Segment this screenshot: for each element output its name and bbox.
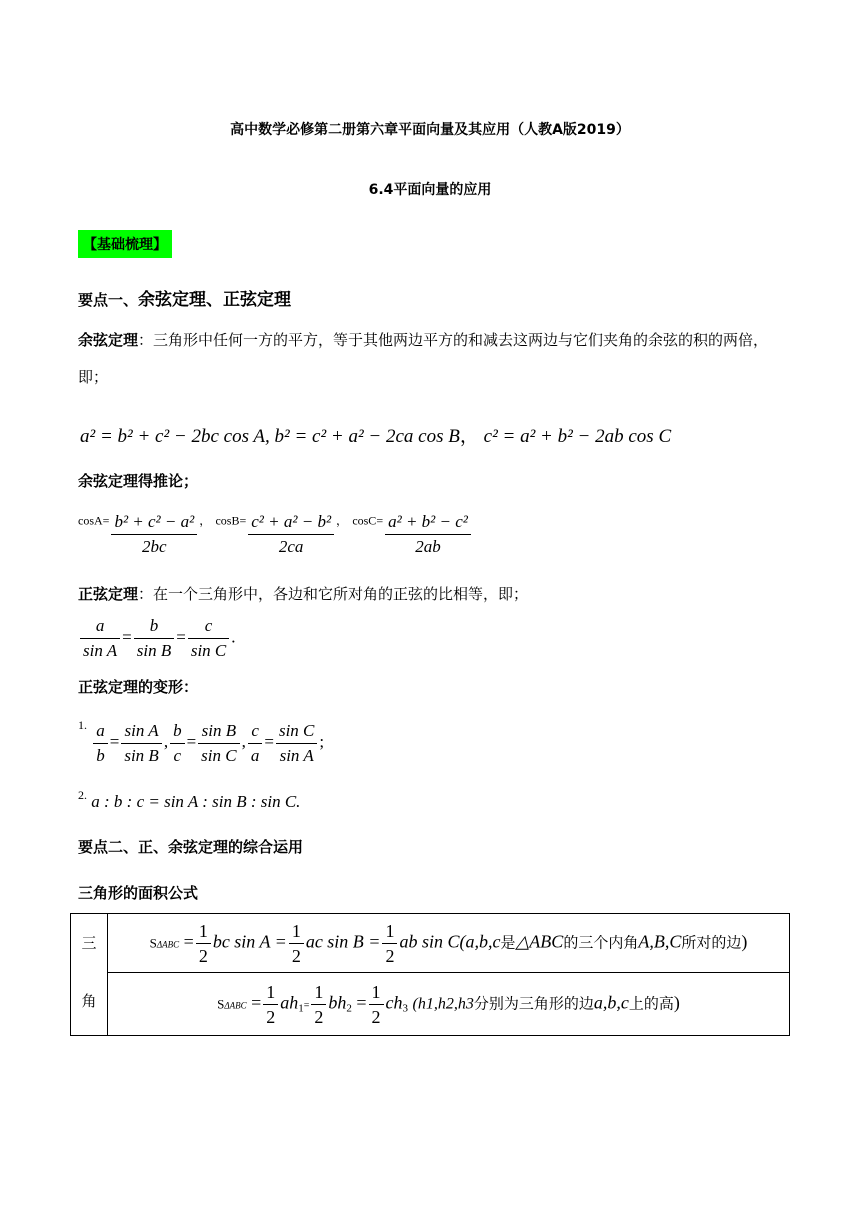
sine-law-text: ：在一个三角形中，各边和它所对角的正弦的比相等，即； [138,585,529,603]
area-1-part-b: ac sin B = [305,931,381,952]
half-fraction [311,980,326,1029]
variant-1-end: ; [319,732,325,751]
variant-1a-right [121,719,161,768]
sine-law-frac-b [134,614,174,663]
variant-1a-left [93,719,108,768]
area-formula-heading: 三角形的面积公式 [78,884,199,902]
area-1-text-2: 的三个内角 [563,933,639,952]
table-row [71,973,790,1036]
sine-variant-2 [78,788,300,812]
cosine-law-paragraph [78,322,794,396]
cosC-denominator: 2ab [415,537,441,556]
cosB-denominator: 2ca [278,537,304,556]
half-fraction [263,980,278,1029]
sine-law-label: 正弦定理 [78,585,139,603]
cosine-law-formulas: a² = b² + c² − 2bc cos A, b² = c² + a² − 2ca cos B， c² = a² + b² − 2ab cos C [80,426,672,447]
half-num: 1 [311,980,326,1005]
area-1-text-1: 是 [500,933,516,952]
variant-1c-right-den: sin A [279,745,314,765]
cosine-formula-b: b² = c² + a² − 2ca cos B [274,426,460,447]
half-den: 2 [385,945,395,966]
area-1-part-c: ab sin C [399,931,460,952]
cosA-numerator: b² + c² − a² [111,510,197,535]
area-sub-2: ΔABC [224,1000,247,1011]
half-den: 2 [314,1006,324,1027]
area-1-angles: A,B,C [638,931,682,952]
half-fraction [289,919,304,968]
key-point-2-heading: 要点二、正、余弦定理的综合运用 [78,838,304,856]
sine-law-frac-c-num: c [188,614,229,639]
variant-1c-right-num: sin C [276,719,317,744]
area-2-text-2: 上的高 [628,994,674,1013]
half-num: 1 [289,919,304,944]
cosC-prefix: cosC= [352,513,384,528]
sine-law-frac-b-num: b [134,614,174,639]
cosine-corollary-formulas [78,510,473,559]
variant-1b-right [198,719,239,768]
sine-law-frac-c [188,614,229,663]
sine-law-frac-a-den: sin A [83,641,118,660]
area-1-part-a: bc sin A = [212,931,287,952]
half-fraction [382,919,397,968]
basic-review-badge: 【基础梳理】 [78,230,172,258]
area-2-paren-vars: (h1,h2,h3 [412,995,474,1013]
cosine-formula-a: a² = b² + c² − 2bc cos A, [80,426,270,447]
table-row [71,914,790,973]
half-den: 2 [266,1006,276,1027]
variant-1b-left-den: c [173,745,182,765]
variant-2-formula: a : b : c = sin A : sin B : sin C. [91,792,301,811]
cosB-after: ， [336,513,349,528]
area-2-paren-close: ) [673,992,680,1013]
area-s-1: S [149,935,157,951]
document-title: 高中数学必修第二册第六章平面向量及其应用（人教A版2019） [230,122,630,138]
sine-law-frac-a-num: a [80,614,120,639]
cosB-numerator: c² + a² − b² [248,510,334,535]
variant-1c-left-num: c [248,719,263,744]
cosine-law-text: ：三角形中任何一方的平方，等于其他两边平方的和减去这两边与它们夹角的余弦的积的两倍，即； [78,331,769,386]
sine-law-frac-b-den: sin B [136,641,172,660]
area-2-sides: a,b,c [593,992,629,1013]
area-1-text-3: 所对的边 [681,933,742,952]
half-den: 2 [198,945,208,966]
sine-law-paragraph [78,583,528,604]
cosA-after: ， [199,513,212,528]
half-fraction [369,980,384,1029]
half-num: 1 [263,980,278,1005]
area-formula-2: SΔABC = $\frac{1}{2}$ $ah_1=$ $\frac{1}{2}$ $bh_2$ = $\frac{1}{2}$ $ch_3$ (h1,h2,h3分别为三角形的边a,b,c上的高) [108,973,790,1036]
area-2-text-1: 分别为三角形的边 [473,994,594,1013]
cosA-prefix: cosA= [78,513,110,528]
side-label-1: 三 [81,934,97,952]
area-1-paren-vars: (a,b,c [459,931,501,952]
area-sub-1: ΔABC [156,939,180,950]
area-2-eq: = [303,1000,310,1012]
sine-law-formula: $\frac{a}{\text{sin A}}$ = $\frac{b}{\text{sin B}}$ = $\frac{c}{\text{sin C}}$ . [78,614,236,663]
variant-1a-right-den: sin B [124,745,159,765]
cosine-corollary-label: 余弦定理得推论 [78,472,184,490]
key-point-1-title: 余弦定理、正弦定理 [138,290,292,310]
area-2-sub2: 2 [346,1002,352,1015]
key-point-1-prefix: 要点一、 [78,291,139,309]
variant-1a-left-den: b [96,745,105,765]
area-1-paren-close: ) [741,931,748,952]
sine-law-frac-a [80,614,120,663]
variant-1b-left [170,719,185,768]
sine-law-end: . [231,627,236,647]
variant-1c-right [276,719,317,768]
variant-2-number: 2. [78,788,87,802]
area-s-2: S [217,996,225,1012]
cosC-numerator: a² + b² − c² [385,510,471,535]
variant-1-number: 1. [78,718,87,732]
section-subtitle: 6.4平面向量的应用 [368,182,492,198]
variant-1c-left [248,719,263,768]
cosine-corollary-heading [78,470,198,491]
cosC-fraction [385,510,471,559]
table-side-label [71,914,108,1036]
half-num: 1 [382,919,397,944]
variant-1a-right-num: sin A [121,719,161,744]
half-den: 2 [291,945,301,966]
area-2-ah: ah [280,992,299,1013]
variant-1b-left-num: b [170,719,185,744]
cosA-denominator: 2bc [142,537,167,556]
side-label-2: 角 [81,992,97,1010]
area-formula-table [70,913,790,1036]
area-1-triangle: △ABC [515,931,564,952]
half-num: 1 [369,980,384,1005]
cosB-prefix: cosB= [215,513,247,528]
area-2-sub1: 1 [298,1002,304,1015]
variant-1b-right-num: sin B [198,719,239,744]
cosA-fraction [111,510,197,559]
variant-1a-left-num: a [93,719,108,744]
half-num: 1 [196,919,211,944]
half-den: 2 [371,1006,381,1027]
key-point-1-heading [78,285,291,310]
variant-1b-right-den: sin C [201,745,237,765]
half-fraction [196,919,211,968]
area-2-bh: bh [328,992,347,1013]
sine-variant-1: $^{1.}$ $\frac{a}{b}$ = $\frac{\text{sin A}}{\text{sin B}}$ , $\frac{b}{c}$ = $\frac{\text{sin B}}{\text{sin C}}$ , $\frac{c}{a}$ = $\frac{\text{sin C}}{\text{sin A}}$ ; [78,718,324,768]
cosine-formula-c: c² = a² + b² − 2ab cos C [483,426,672,447]
area-2-ch: ch [385,992,403,1013]
area-2-sub3: 3 [402,1002,409,1015]
cosine-law-label: 余弦定理 [78,331,139,349]
sine-law-frac-c-den: sin C [190,641,227,660]
sine-variant-heading: 正弦定理的变形： [78,678,199,696]
variant-1c-left-den: a [250,745,260,765]
cosine-corollary-suffix: ； [183,472,199,490]
cosB-fraction [248,510,334,559]
area-formula-1: SΔABC = $\frac{1}{2}$ bc sin A = $\frac{1}{2}$ ac sin B = $\frac{1}{2}$ ab sin C(a,b,c是△ABC的三个内角A,B,C所对的边) [108,914,790,973]
